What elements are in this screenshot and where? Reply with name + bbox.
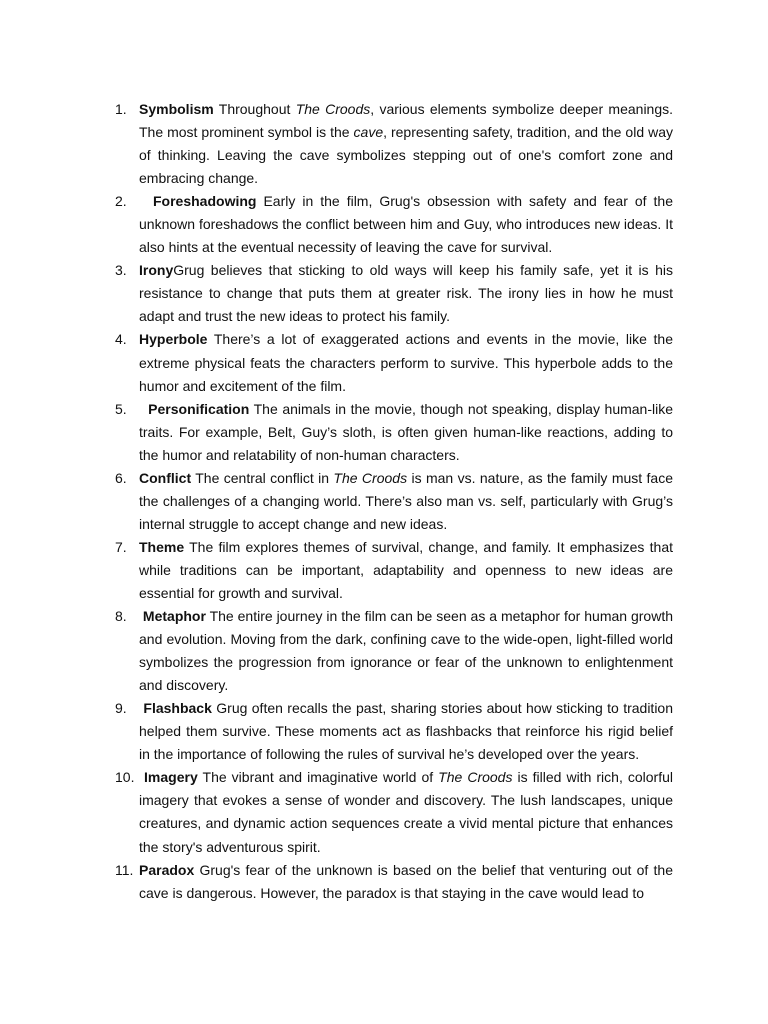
body-text: The animals in the movie, though not speaking, display human-like traits. For example, Belt, Guy’s sloth, is often given human-like reactions, adding to the humor and relatability of non-human characters.	[139, 400, 674, 463]
device-term: Irony	[139, 262, 174, 279]
device-term: Theme	[139, 538, 185, 555]
list-item-text	[139, 259, 673, 328]
list-item-text	[139, 190, 673, 259]
device-term: Hyperbole	[139, 331, 208, 348]
list-item-text	[139, 328, 673, 397]
literary-devices-list	[0, 98, 768, 905]
list-item-text	[139, 766, 673, 858]
list-item-text	[139, 605, 673, 697]
list-item	[0, 697, 768, 766]
italic-title: The Croods	[295, 101, 371, 117]
device-term: Foreshadowing	[153, 193, 257, 210]
italic-title: The Croods	[438, 769, 513, 786]
list-item-number: 5.	[115, 400, 127, 417]
list-item	[0, 467, 768, 536]
body-text: is filled with rich, colorful imagery that evokes a sense of wonder and discovery. The lush landscapes, unique creatures, and dynamic action sequences create a vivid mental picture that enhances the story's adventurous spirit.	[139, 769, 674, 855]
list-item	[0, 328, 768, 397]
list-item-number: 11.	[115, 861, 134, 878]
list-item	[0, 766, 768, 858]
list-item-text	[139, 536, 673, 605]
list-item	[0, 398, 768, 467]
list-item-text	[139, 859, 673, 905]
lead-space	[139, 193, 153, 209]
device-term: Flashback	[143, 700, 212, 717]
list-item-text	[139, 398, 673, 467]
device-term: Symbolism	[139, 101, 214, 117]
body-text: There’s a lot of exaggerated actions and events in the movie, like the extreme physical feats the characters perform to survive. This hyperbole adds to the humor and excitement of the film.	[139, 331, 673, 394]
list-item-number: 4.	[115, 331, 127, 348]
list-item-number: 1.	[115, 101, 127, 117]
body-text: , various elements symbolize deeper meanings. The most prominent symbol is the	[139, 101, 674, 141]
list-item	[0, 536, 768, 605]
body-text: is man vs. nature, as the family must face the challenges of a changing world. There’s also man vs. self, particularly with Grug’s internal struggle to accept change and new ideas.	[139, 469, 674, 532]
body-text: Throughout	[218, 101, 296, 117]
list-item	[0, 190, 768, 259]
list-item	[0, 859, 768, 905]
list-item-number: 10.	[115, 769, 135, 786]
list-item-number: 2.	[115, 193, 127, 210]
body-text: The central conflict in	[195, 469, 334, 486]
list-item-number: 9.	[115, 700, 127, 717]
lead-space	[139, 401, 148, 417]
device-term: Personification	[148, 400, 250, 417]
list-item-number: 8.	[115, 608, 127, 625]
body-text: The film explores themes of survival, change, and family. It emphasizes that while traditions can be important, adaptability and openness to new ideas are essential for growth and survival.	[139, 538, 674, 601]
list-item-text	[139, 467, 673, 536]
body-text: , representing safety, tradition, and the old way of thinking. Leaving the cave symbolizes stepping out of one's comfort zone and embracing change.	[139, 124, 673, 187]
list-item-text	[139, 98, 673, 190]
device-term: Paradox	[139, 861, 195, 878]
device-term: Metaphor	[142, 608, 206, 625]
italic-title: The Croods	[333, 469, 408, 486]
body-text: Grug believes that sticking to old ways will keep his family safe, yet it is his resistance to change that puts them at greater risk. The irony lies in how he must adapt and trust the new ideas to protect his family.	[139, 262, 673, 325]
italic-title: cave	[353, 124, 384, 141]
body-text: Grug's fear of the unknown is based on the belief that venturing out of the cave is dangerous. However, the paradox is that staying in the cave would lead to	[139, 861, 674, 901]
list-item-number: 7.	[115, 538, 127, 555]
device-term: Conflict	[139, 469, 192, 486]
list-item-number: 3.	[115, 262, 127, 279]
list-item	[0, 98, 768, 190]
list-item-text	[139, 697, 673, 766]
body-text: The vibrant and imaginative world of	[202, 769, 439, 786]
list-item-number: 6.	[115, 469, 127, 486]
body-text: The entire journey in the film can be seen as a metaphor for human growth and evolution. Moving from the dark, confining cave to the wide-open, light-filled world symbolizes the progression from ignorance or fear of the unknown to enlightenment and discovery.	[139, 608, 673, 694]
list-item	[0, 259, 768, 328]
body-text: Grug often recalls the past, sharing stories about how sticking to tradition helped them survive. These moments act as flashbacks that reinforce his rigid belief in the importance of following the rules of survival he’s developed over the years.	[139, 700, 674, 763]
device-term: Imagery	[144, 769, 198, 786]
body-text: Early in the film, Grug's obsession with safety and fear of the unknown foreshadows the conflict between him and Guy, who introduces new ideas. It also hints at the eventual necessity of leaving the cave for survival.	[139, 193, 674, 256]
list-item	[0, 605, 768, 697]
